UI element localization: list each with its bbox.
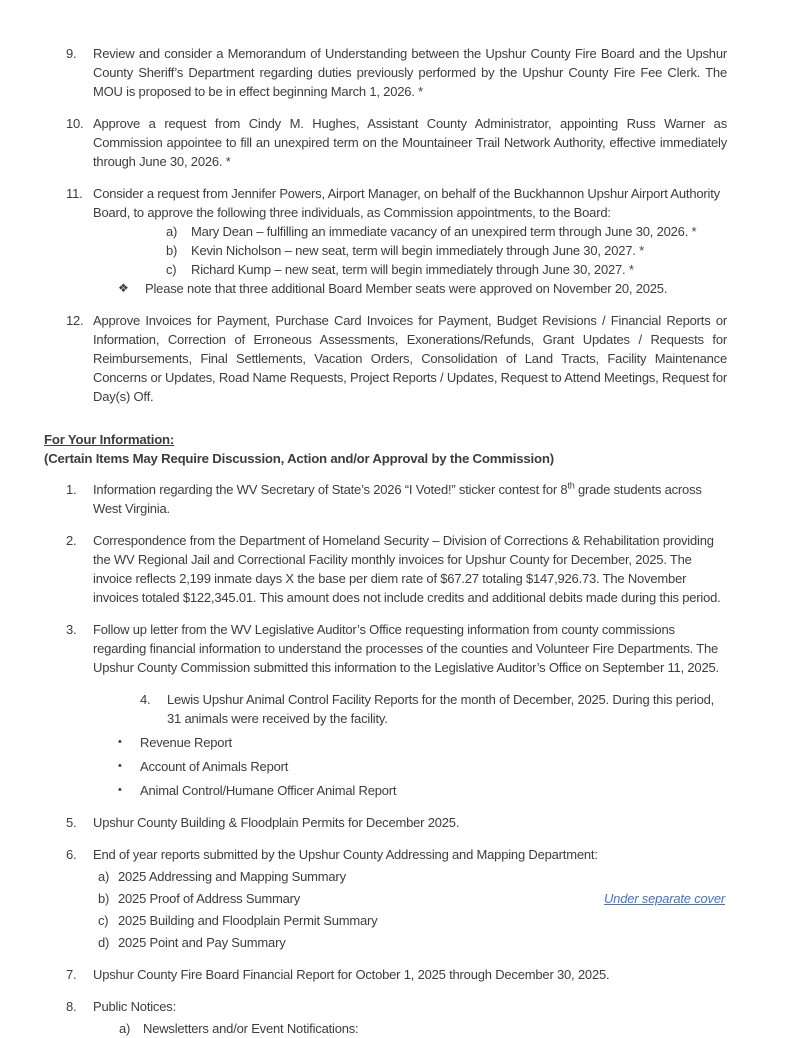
sub-item-letter: a) bbox=[119, 1021, 131, 1036]
item-number: 6. bbox=[66, 847, 77, 862]
sub-item-b bbox=[98, 889, 727, 908]
sub-item-d bbox=[98, 933, 727, 952]
fyi-item-3 bbox=[44, 620, 727, 677]
item-text: Public Notices: bbox=[93, 999, 176, 1014]
bullet-item bbox=[118, 781, 727, 800]
fyi-item-1 bbox=[44, 480, 727, 518]
sub-item-a bbox=[119, 1019, 727, 1038]
item-number: 3. bbox=[66, 622, 77, 637]
sub-item-text: 2025 Building and Floodplain Permit Summary bbox=[118, 913, 378, 928]
fyi-item-7 bbox=[44, 965, 727, 984]
agenda-item-9 bbox=[44, 44, 727, 101]
sub-item-text: 2025 Addressing and Mapping Summary bbox=[118, 869, 346, 884]
sub-item-text: 2025 Proof of Address Summary bbox=[118, 891, 301, 906]
item-number: 12. bbox=[66, 313, 84, 328]
sub-item-c bbox=[98, 911, 727, 930]
item-text: End of year reports submitted by the Upshur County Addressing and Mapping Department: bbox=[93, 847, 598, 862]
item-text: Review and consider a Memorandum of Understanding between the Upshur County Fire Board and the Upshur County Sheriff’s Department regarding duties previously performed by the Upshur County Fire Fee Clerk. The MOU is proposed to be in effect beginning March 1, 2026. * bbox=[93, 46, 727, 99]
fyi-item-4 bbox=[44, 690, 727, 800]
sub-item-text: Newsletters and/or Event Notifications: bbox=[143, 1021, 359, 1036]
agenda-section bbox=[44, 44, 727, 406]
item-text: Follow up letter from the WV Legislative Auditor’s Office requesting information from county commissions regarding financial information to understand the processes of the counties and Volunteer Fire Departments. The Upshur County Commission submitted this information to the Legislative Auditor’s Office on September 11, 2025. bbox=[93, 622, 719, 675]
item-number: 2. bbox=[66, 533, 77, 548]
item-number: 11. bbox=[66, 186, 83, 201]
item-number: 5. bbox=[66, 815, 77, 830]
sub-item-text: 2025 Point and Pay Summary bbox=[118, 935, 286, 950]
item-text: Approve Invoices for Payment, Purchase Card Invoices for Payment, Budget Revisions / Financial Reports or Information, Correction of Erroneous Assessments, Exonerations/Refunds, Grant Updates / Requests for Reimbursements, Final Settlements, Vacation Orders, Consolidation of Land Tracts, Facility Maintenance Concerns or Updates, Road Name Requests, Project Reports / Updates, Request to Attend Meetings, Request for Day(s) Off. bbox=[93, 313, 727, 404]
fyi-item-5 bbox=[44, 813, 727, 832]
item-text: Lewis Upshur Animal Control Facility Reports for the month of December, 2025. During this period, 31 animals were received by the facility. bbox=[167, 692, 715, 726]
sub-item-text: Kevin Nicholson – new seat, term will begin immediately through June 30, 2027. * bbox=[191, 243, 644, 258]
sub-item-a bbox=[98, 867, 727, 886]
item-text bbox=[93, 480, 727, 518]
sub-item-text: Mary Dean – fulfilling an immediate vacancy of an unexpired term through June 30, 2026. * bbox=[191, 224, 697, 239]
bullet-text: Animal Control/Humane Officer Animal Report bbox=[140, 783, 397, 798]
sub-item-letter: d) bbox=[98, 935, 110, 950]
bullet-item bbox=[118, 757, 727, 776]
item-text: Upshur County Fire Board Financial Report for October 1, 2025 through December 30, 2025. bbox=[93, 967, 610, 982]
item-text: Correspondence from the Department of Homeland Security – Division of Corrections & Rehabilitation providing the WV Regional Jail and Correctional Facility monthly invoices for Upshur County for December, 2025. The invoice reflects 2,199 inmate days X the base per diem rate of $67.27 totaling $147,926.73. The November invoices totaled $122,345.01. This amount does not include credits and additional debits made during this period. bbox=[93, 533, 721, 605]
bullet-icon: • bbox=[118, 784, 122, 796]
agenda-item-10 bbox=[44, 114, 727, 171]
item-text: Approve a request from Cindy M. Hughes, Assistant County Administrator, appointing Russ Warner as Commission appointee to fill an unexpired term on the Mountaineer Trail Network Authority, effective immediately through June 30, 2026. * bbox=[93, 116, 727, 169]
item-number: 9. bbox=[66, 46, 77, 61]
item-number: 4. bbox=[140, 692, 151, 707]
sub-item-b bbox=[166, 241, 727, 260]
ordinal-superscript: th bbox=[567, 480, 575, 491]
fyi-heading: For Your Information: bbox=[44, 432, 175, 447]
bullet-icon: • bbox=[118, 736, 122, 748]
for-your-information-section bbox=[44, 430, 727, 1038]
bullet-text: Revenue Report bbox=[140, 735, 232, 750]
sub-item-a bbox=[166, 222, 727, 241]
fyi-subheading: (Certain Items May Require Discussion, Action and/or Approval by the Commission) bbox=[44, 451, 554, 466]
bullet-text: Account of Animals Report bbox=[140, 759, 289, 774]
under-separate-cover-link[interactable]: Under separate cover bbox=[603, 891, 725, 906]
fyi-item-6 bbox=[44, 845, 727, 952]
sub-item-letter: a) bbox=[166, 224, 178, 239]
bullet-item bbox=[118, 733, 727, 752]
bullet-icon: • bbox=[118, 760, 122, 772]
text-segment: grade students across West Virginia. bbox=[93, 482, 702, 516]
fyi-item-2 bbox=[44, 531, 727, 607]
sub-item-c bbox=[166, 260, 727, 279]
fyi-item-8 bbox=[44, 997, 727, 1038]
sub-item-letter: b) bbox=[98, 891, 110, 906]
sub-item-letter: c) bbox=[166, 262, 177, 277]
note-text: Please note that three additional Board Member seats were approved on November 20, 2025. bbox=[145, 281, 668, 296]
board-note bbox=[118, 279, 727, 298]
item-number: 10. bbox=[66, 116, 84, 131]
sub-item-letter: a) bbox=[98, 869, 110, 884]
item-number: 1. bbox=[66, 482, 77, 497]
item-text: Consider a request from Jennifer Powers, Airport Manager, on behalf of the Buckhannon Upshur Airport Authority Board, to approve the following three individuals, as Commission appointments, to the Board: bbox=[93, 186, 720, 220]
sub-item-text: Richard Kump – new seat, term will begin immediately through June 30, 2027. * bbox=[191, 262, 634, 277]
item-number: 8. bbox=[66, 999, 77, 1014]
agenda-item-11 bbox=[44, 184, 727, 298]
sub-item-letter: c) bbox=[98, 913, 109, 928]
agenda-item-12 bbox=[44, 311, 727, 406]
item-number: 7. bbox=[66, 967, 77, 982]
item-text: Upshur County Building & Floodplain Permits for December 2025. bbox=[93, 815, 460, 830]
text-segment: Information regarding the WV Secretary of State’s 2026 “I Voted!” sticker contest for 8 bbox=[93, 482, 568, 497]
diamond-bullet-icon: ❖ bbox=[118, 281, 129, 295]
sub-item-letter: b) bbox=[166, 243, 178, 258]
